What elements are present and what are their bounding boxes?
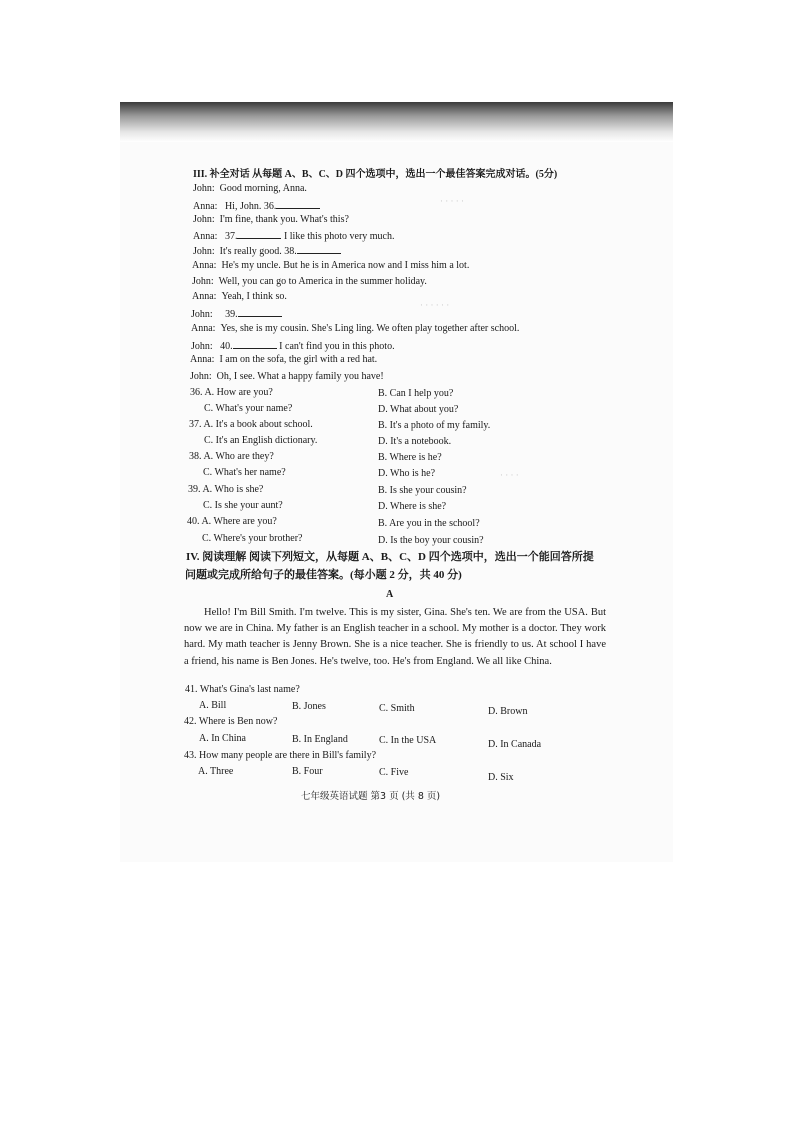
bleed-through-text: · · · · xyxy=(500,470,519,480)
question-42: 42. Where is Ben now? xyxy=(184,716,278,727)
option-43-b: B. Four xyxy=(292,766,323,777)
dialogue-line: Anna: He's my uncle. But he is in America now and I miss him a lot. xyxy=(192,260,470,271)
dialogue-line: Anna: 37. I like this photo very much. xyxy=(193,231,395,242)
option-37-d: D. It's a notebook. xyxy=(378,436,452,447)
option-39-b: B. Is she your cousin? xyxy=(378,485,467,496)
answer-blank xyxy=(297,244,341,254)
section-3-title: III. 补全对话 从每题 A、B、C、D 四个选项中，选出一个最佳答案完成对话。(5分) xyxy=(193,169,558,180)
option-42-b: B. In England xyxy=(292,734,348,745)
option-36-c: C. What's your name? xyxy=(204,403,293,414)
dialogue-line: John: 39. xyxy=(191,307,282,321)
scan-shadow xyxy=(120,102,673,142)
option-41-a: A. Bill xyxy=(199,700,227,711)
section-4-title-line2: 问题或完成所给句子的最佳答案。(每小题 2 分，共 40 分) xyxy=(185,569,462,581)
question-43: 43. How many people are there in Bill's family? xyxy=(184,750,377,761)
section-4-title-line1: IV. 阅读理解 阅读下列短文，从每题 A、B、C、D 四个选项中，选出一个能回答所提 xyxy=(186,551,594,563)
option-37-a: 37. A. It's a book about school. xyxy=(189,419,313,430)
answer-blank xyxy=(238,307,282,317)
option-42-c: C. In the USA xyxy=(379,735,437,746)
option-39-c: C. Is she your aunt? xyxy=(203,500,283,511)
option-41-b: B. Jones xyxy=(292,701,326,712)
option-36-a: 36. A. How are you? xyxy=(190,387,273,398)
reading-passage: Hello! I'm Bill Smith. I'm twelve. This is my sister, Gina. She's ten. We are from the USA. But now we are in China. My father is an English teacher in a school. My mother is a doctor. They work hard. My math teacher is Jenny Brown. She is a nice teacher. She is friendly to us. At school I have a friend, his name is Ben Jones. He's twelve, too. He's from England. We all like China. xyxy=(184,607,606,667)
dialogue-line: John: I'm fine, thank you. What's this? xyxy=(193,214,349,225)
dialogue-line: Anna: I am on the sofa, the girl with a red hat. xyxy=(190,354,378,365)
option-43-c: C. Five xyxy=(379,767,409,778)
option-42-d: D. In Canada xyxy=(488,739,542,750)
option-40-c: C. Where's your brother? xyxy=(202,533,303,544)
option-38-d: D. Who is he? xyxy=(378,468,436,479)
option-41-d: D. Brown xyxy=(488,706,528,717)
answer-blank xyxy=(233,339,277,349)
dialogue-line: John: It's really good. 38. xyxy=(193,244,341,258)
option-38-c: C. What's her name? xyxy=(203,467,286,478)
answer-blank xyxy=(276,199,320,209)
bleed-through-text: · · · · · xyxy=(440,196,464,206)
option-38-b: B. Where is he? xyxy=(378,452,442,463)
option-37-b: B. It's a photo of my family. xyxy=(378,420,491,431)
option-43-a: A. Three xyxy=(198,766,234,777)
option-39-d: D. Where is she? xyxy=(378,501,447,512)
dialogue-line: John: Oh, I see. What a happy family you have! xyxy=(190,371,384,382)
option-39-a: 39. A. Who is she? xyxy=(188,484,264,495)
dialogue-line: John: 40. I can't find you in this photo. xyxy=(191,341,395,352)
passage-label: A xyxy=(386,589,394,600)
option-42-a: A. In China xyxy=(199,733,246,744)
bleed-through-text: · · · · · · xyxy=(420,300,450,310)
option-40-a: 40. A. Where are you? xyxy=(187,516,277,527)
option-37-c: C. It's an English dictionary. xyxy=(204,435,318,446)
option-40-d: D. Is the boy your cousin? xyxy=(378,535,484,546)
dialogue-line: Anna: Hi, John. 36. xyxy=(193,199,320,213)
option-43-d: D. Six xyxy=(488,772,514,783)
question-41: 41. What's Gina's last name? xyxy=(185,684,300,695)
option-38-a: 38. A. Who are they? xyxy=(189,451,274,462)
dialogue-line: John: Well, you can go to America in the summer holiday. xyxy=(192,276,427,287)
option-41-c: C. Smith xyxy=(379,703,415,714)
option-40-b: B. Are you in the school? xyxy=(378,518,480,529)
dialogue-line: Anna: Yes, she is my cousin. She's Ling ling. We often play together after school. xyxy=(191,323,520,334)
dialogue-line: Anna: Yeah, I think so. xyxy=(192,291,287,302)
option-36-b: B. Can I help you? xyxy=(378,388,454,399)
page-footer: 七年级英语试题 第3 页 (共 8 页) xyxy=(301,791,441,802)
option-36-d: D. What about you? xyxy=(378,404,459,415)
dialogue-line: John: Good morning, Anna. xyxy=(193,183,307,194)
answer-blank xyxy=(237,229,281,239)
